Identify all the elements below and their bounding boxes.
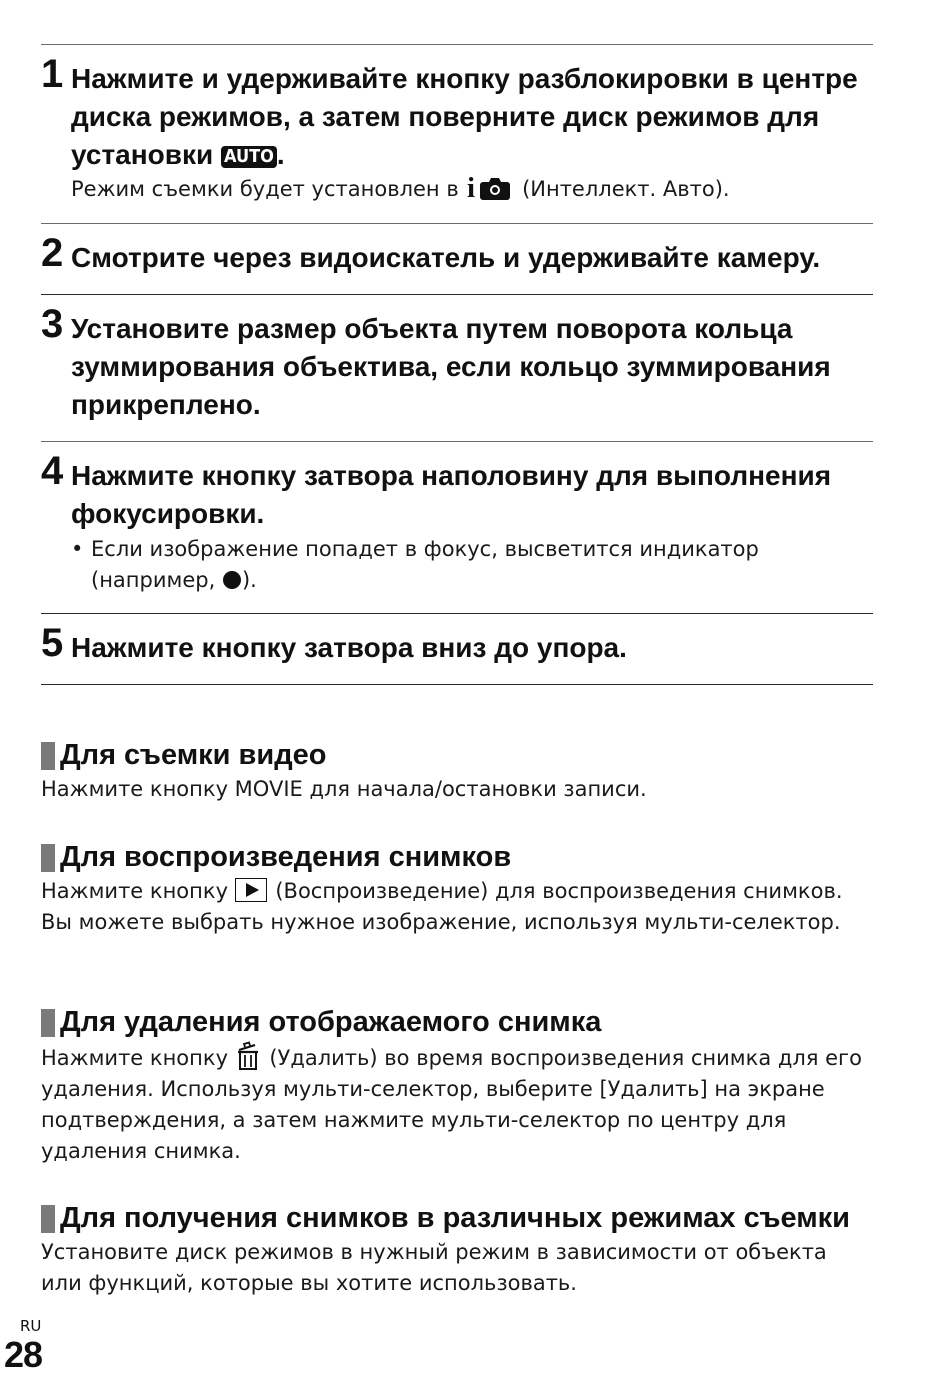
section-body: Установите диск режимов в нужный режим в зависимости от объекта или функций, которые вы хотите использовать. [41,1240,827,1295]
step-title-text: Нажмите и удерживайте кнопку разблокировки в центре диска режимов, а затем поверните диск режимов для установки [71,63,858,170]
step-title [71,60,871,174]
section-marker [41,1009,55,1037]
intelligent-auto-icon [467,174,513,200]
step-number: 1 [41,52,63,96]
section-title: Для воспроизведения снимков [60,841,512,873]
step-title-end: . [276,139,285,170]
step-divider [41,294,873,295]
step-title: Смотрите через видоискатель и удерживайте камеру. [71,242,821,273]
step-number: 3 [41,302,63,346]
page-number: 28 [4,1334,43,1373]
section-marker [41,844,55,872]
step-number: 5 [41,621,63,665]
step-number: 4 [41,449,63,493]
step-note [71,174,871,205]
section-body-text-end: (Воспроизведение) для воспроизведения снимков. Вы можете выбрать нужное изображение, используя мульти-селектор. [41,879,843,934]
step-title: Нажмите кнопку затвора вниз до упора. [71,632,627,663]
bullet: • [71,537,84,561]
step-title: Установите размер объекта путем поворота кольца зуммирования объектива, если кольцо зуммирования прикреплено. [71,313,831,420]
step-divider-top [41,44,873,45]
step-divider-bottom [41,684,873,685]
section-body [41,1041,873,1167]
section-title: Для съемки видео [60,739,327,771]
step-bullet-note [71,534,851,596]
record-dot-icon [223,571,241,589]
step-note-text-end: (Интеллект. Авто). [515,177,730,201]
play-icon [235,878,267,902]
section-marker [41,1205,55,1233]
section-body [41,876,873,938]
step-divider [41,441,873,442]
step-divider [41,223,873,224]
step-divider [41,613,873,614]
bullet-text-end: ). [241,568,257,592]
section-title: Для удаления отображаемого снимка [60,1006,602,1038]
section-body-text: Нажмите кнопку [41,879,235,903]
section-title: Для получения снимков в различных режимах съемки [60,1202,851,1234]
bullet-text [71,534,851,596]
section-body-text: Нажмите кнопку [41,1046,235,1070]
language-label: RU [20,1317,42,1335]
step-title: Нажмите кнопку затвора наполовину для выполнения фокусировки. [71,460,832,529]
section-body: Нажмите кнопку MOVIE для начала/остановки записи. [41,777,647,801]
auto-mode-badge: AUTO [221,146,277,168]
svg-text:i: i [467,174,476,200]
trash-icon [235,1041,261,1071]
step-number: 2 [41,231,63,275]
bullet-text-part: Если изображение попадет в фокус, высветится индикатор (например, [91,537,759,592]
section-body-text-end: (Удалить) во время воспроизведения снимка для его удаления. Используя мульти-селектор, выберите [Удалить] на экране подтверждения, а затем нажмите мульти-селектор по центру для удаления снимка. [41,1046,862,1163]
step-note-text: Режим съемки будет установлен в [71,177,466,201]
section-marker [41,742,55,770]
